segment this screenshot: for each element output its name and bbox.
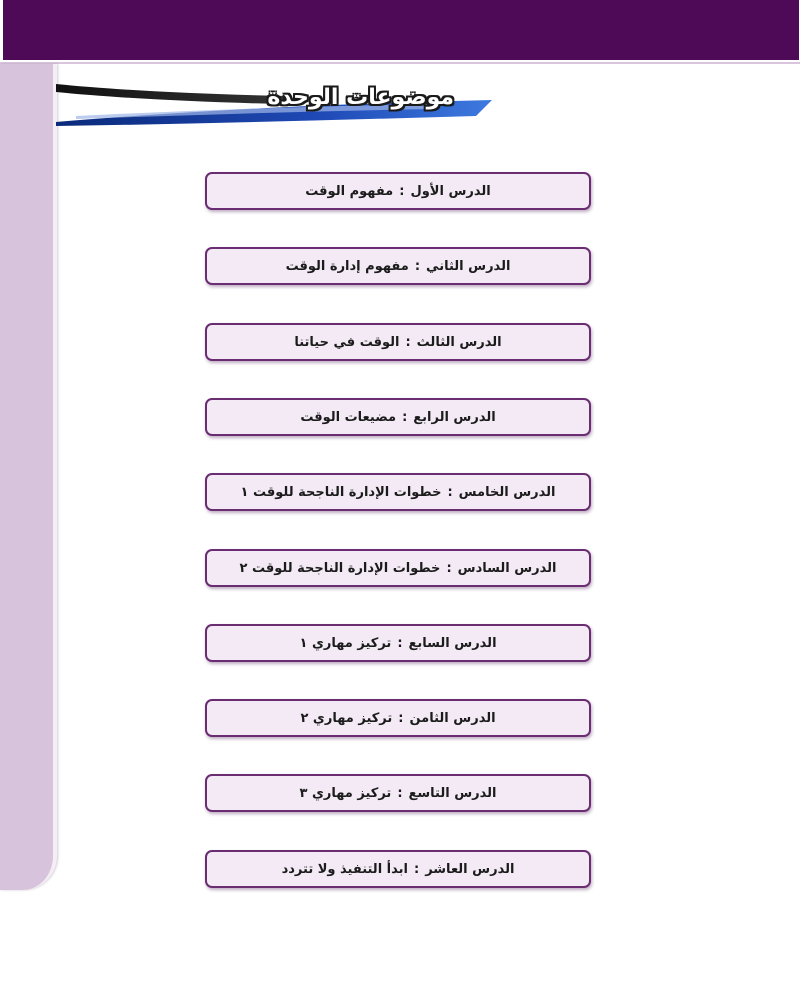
- page-title: موضوعات الوحدة: [267, 85, 454, 110]
- lesson-item[interactable]: [205, 699, 591, 737]
- lesson-title: تركيز مهاري ٣: [299, 785, 392, 801]
- lesson-title: خطوات الإدارة الناجحة للوقت ١: [240, 484, 442, 500]
- lesson-title: تركيز مهاري ١: [299, 635, 392, 651]
- lesson-separator: :: [398, 710, 404, 726]
- lesson-item[interactable]: [205, 624, 591, 662]
- lesson-item[interactable]: [205, 850, 591, 888]
- lesson-separator: :: [447, 484, 453, 500]
- lesson-item[interactable]: [205, 323, 591, 361]
- lesson-number: الدرس العاشر: [425, 861, 515, 877]
- lesson-separator: :: [405, 334, 411, 350]
- lesson-separator: :: [397, 635, 403, 651]
- lesson-separator: :: [413, 861, 420, 877]
- lesson-separator: :: [399, 183, 405, 199]
- lesson-number: الدرس السابع: [408, 635, 497, 651]
- lesson-item[interactable]: [205, 247, 591, 285]
- lesson-title: مفهوم إدارة الوقت: [285, 258, 409, 274]
- lesson-separator: :: [414, 258, 421, 274]
- lesson-title: ابدأ التنفيذ ولا تتردد: [281, 861, 408, 877]
- lesson-separator: :: [402, 409, 408, 425]
- lesson-number: الدرس الثاني: [426, 258, 511, 274]
- lesson-number: الدرس الرابع: [413, 409, 496, 425]
- lesson-number: الدرس الأول: [410, 183, 491, 199]
- lesson-number: الدرس السادس: [457, 560, 557, 576]
- lesson-item[interactable]: [205, 549, 591, 587]
- lesson-number: الدرس الخامس: [458, 484, 556, 500]
- lesson-number: الدرس الثامن: [409, 710, 496, 726]
- lesson-item[interactable]: [205, 172, 591, 210]
- lesson-separator: :: [397, 785, 403, 801]
- lesson-item[interactable]: [205, 398, 591, 436]
- lesson-title: تركيز مهاري ٢: [300, 710, 393, 726]
- lesson-title: الوقت في حياتنا: [294, 334, 400, 350]
- lesson-title: خطوات الإدارة الناجحة للوقت ٢: [239, 560, 441, 576]
- lesson-title: مضيعات الوقت: [300, 409, 397, 425]
- lesson-item[interactable]: [205, 473, 591, 511]
- lesson-title: مفهوم الوقت: [305, 183, 394, 199]
- lesson-number: الدرس الثالث: [416, 334, 502, 350]
- lesson-number: الدرس التاسع: [408, 785, 497, 801]
- lesson-separator: :: [446, 560, 452, 576]
- lesson-item[interactable]: [205, 774, 591, 812]
